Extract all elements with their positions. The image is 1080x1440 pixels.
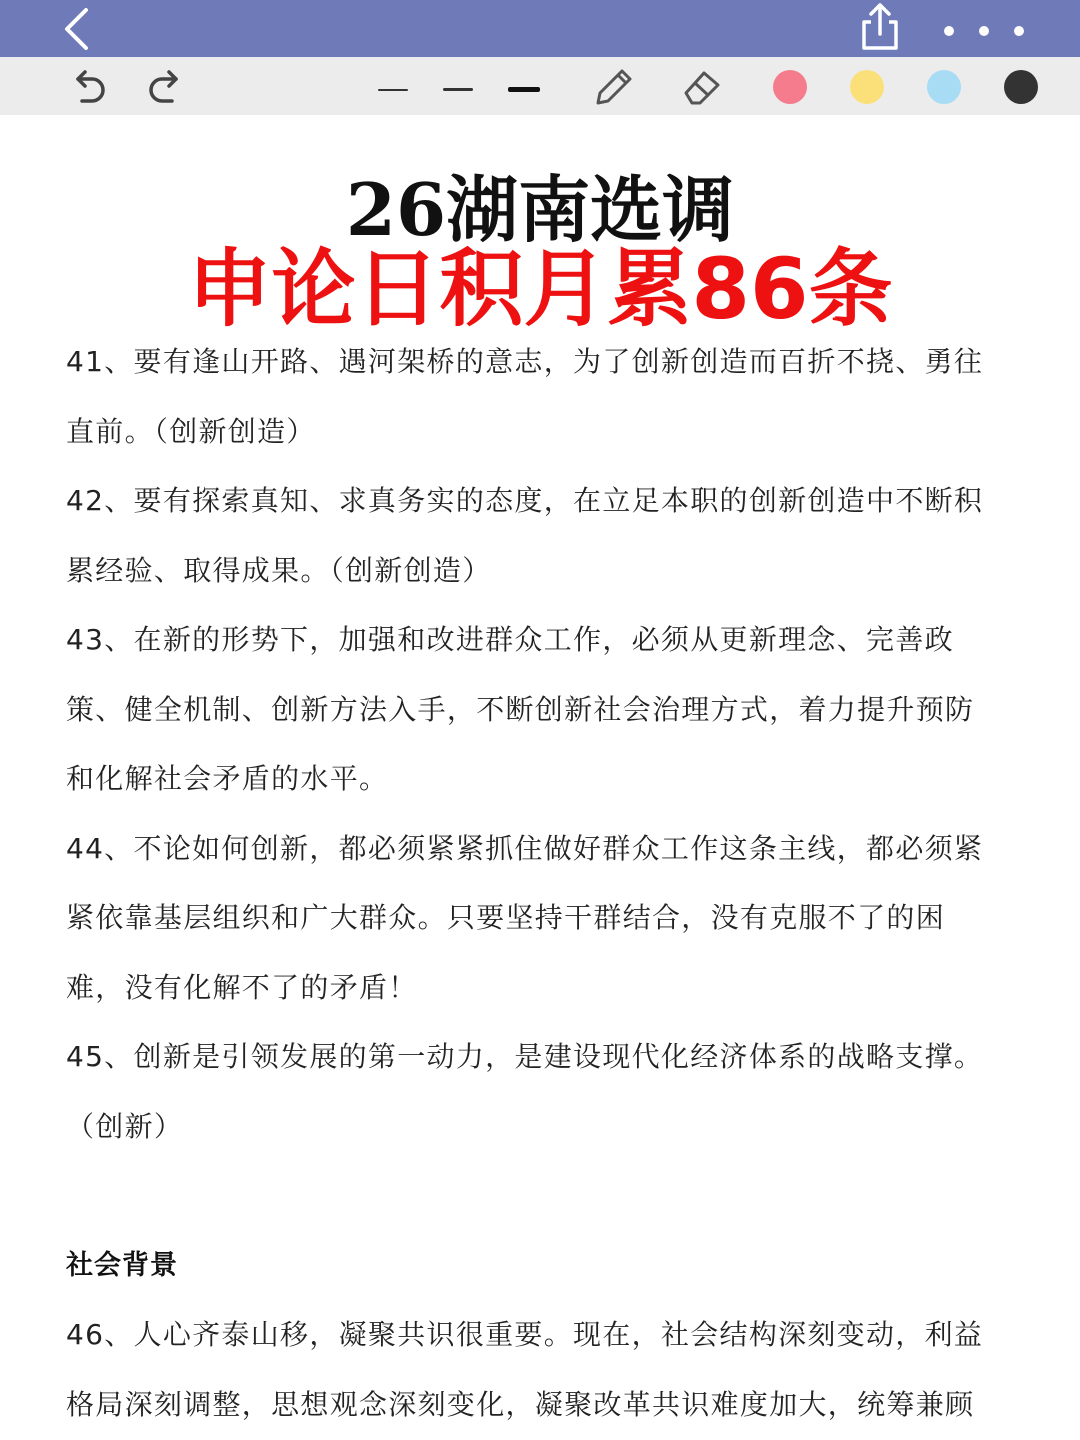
thin-stroke-button[interactable] (376, 65, 410, 107)
share-icon (856, 2, 904, 52)
color-swatch-black[interactable] (1004, 70, 1038, 104)
thick-stroke-button[interactable] (506, 65, 542, 107)
document-page (0, 115, 1080, 1440)
more-options-button[interactable] (936, 16, 1032, 44)
paragraph-46: 46、人心齐泰山移，凝聚共识很重要。现在，社会结构深刻变动，利益格局深刻调整，思想观念深刻变化，凝聚改革共识难度加大，统筹兼顾 (66, 1318, 984, 1421)
document-title: 26湖南选调 (345, 167, 735, 252)
redo-icon (146, 65, 186, 107)
document-body (66, 327, 996, 1439)
color-swatch-blue[interactable] (927, 70, 961, 104)
paragraph-45: 45、创新是引领发展的第一动力，是建设现代化经济体系的战略支撑。（创新） (66, 1040, 984, 1143)
eraser-button[interactable] (678, 65, 724, 107)
paragraph-41: 41、要有逢山开路、遇河架桥的意志，为了创新创造而百折不挠、勇往直前。（创新创造） (66, 345, 984, 448)
paragraph-42: 42、要有探索真知、求真务实的态度，在立足本职的创新创造中不断积累经验、取得成果。（创新创造） (66, 484, 984, 587)
thick-stroke-icon (508, 87, 540, 92)
annotation-toolbar (0, 57, 1080, 115)
paragraph-43: 43、在新的形势下，加强和改进群众工作，必须从更新理念、完善政策、健全机制、创新方法入手，不断创新社会治理方式，着力提升预防和化解社会矛盾的水平。 (66, 623, 975, 795)
medium-stroke-button[interactable] (441, 65, 475, 107)
color-swatch-yellow[interactable] (850, 70, 884, 104)
share-button[interactable] (856, 2, 904, 52)
back-button[interactable] (54, 6, 100, 52)
paragraph-44: 44、不论如何创新，都必须紧紧抓住做好群众工作这条主线，都必须紧紧依靠基层组织和广大群众。只要坚持干群结合，没有克服不了的困难，没有化解不了的矛盾！ (66, 831, 984, 1004)
back-arrow-icon (54, 6, 100, 52)
more-dot (1014, 26, 1024, 36)
eraser-icon (678, 65, 724, 109)
thin-stroke-icon (378, 89, 408, 91)
more-dots-icon (944, 26, 954, 36)
app-header-bar (0, 0, 1080, 57)
undo-button[interactable] (68, 65, 108, 107)
pencil-icon (590, 65, 636, 109)
document-subtitle: 申论日积月累86条 (187, 240, 893, 338)
redo-button[interactable] (146, 65, 186, 107)
undo-icon (68, 65, 108, 107)
more-dot (979, 26, 989, 36)
medium-stroke-icon (443, 88, 473, 91)
section-heading: 社会背景 (66, 1249, 178, 1281)
pencil-button[interactable] (590, 65, 636, 107)
color-swatch-pink[interactable] (773, 70, 807, 104)
